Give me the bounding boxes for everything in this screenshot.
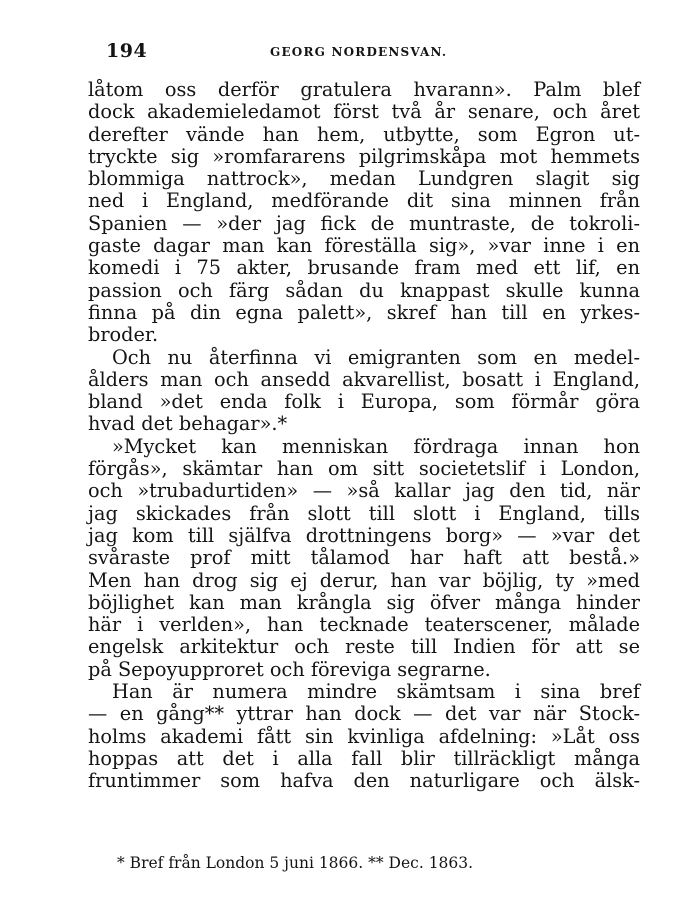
text-line: dock akademieledamot först två år senare, och året [88, 100, 640, 124]
text-line: Han är numera mindre skämtsam i sina bref [112, 680, 640, 704]
text-line: »Mycket kan menniskan fördraga innan hon [112, 434, 640, 458]
text-line: derefter vände han hem, utbytte, som Egron ut- [88, 122, 640, 146]
text-line: hvad det behagar».* [88, 412, 288, 436]
text-line: ned i England, medförande dit sina minnen från [88, 189, 640, 213]
text-line: holms akademi fått sin kvinliga afdelning: »Låt oss [88, 724, 640, 748]
text-line: jag kom till själfva drottningens borg» — »var det [88, 523, 640, 547]
text-line: och »trubadurtiden» — »så kallar jag den tid, när [88, 479, 640, 503]
text-line: finna på din egna palett», skref han till en yrkes- [88, 300, 640, 324]
text-line: blommiga nattrock», medan Lundgren slagit sig [88, 167, 640, 191]
text-line: Spanien — »der jag fick de muntraste, de tokroli- [88, 211, 640, 235]
body-text [88, 79, 640, 793]
text-line: tryckte sig »romfararens pilgrimskåpa mot hemmets [88, 144, 640, 168]
text-line: böjlighet kan man krångla sig öfver många hinder [88, 590, 640, 614]
text-line: bland »det enda folk i Europa, som förmår göra [88, 390, 640, 414]
text-line: här i verlden», han tecknade teaterscener, målade [88, 613, 640, 637]
text-line: broder. [88, 323, 159, 347]
text-line: gaste dagar man kan föreställa sig», »var inne i en [88, 234, 640, 258]
text-line: Men han drog sig ej derur, han var böjlig, ty »med [88, 568, 640, 592]
text-line: komedi i 75 akter, brusande fram med ett lif, en [88, 256, 640, 280]
text-line: fruntimmer som hafva den naturligare och älsk- [88, 769, 640, 793]
text-line: passion och färg sådan du knappast skulle kunna [88, 278, 640, 302]
text-line: förgås», skämtar han om sitt societetslif i London, [88, 457, 640, 481]
text-line: jag skickades från slott till slott i England, tills [88, 501, 640, 525]
page-number: 194 [106, 40, 148, 62]
page-header [106, 40, 626, 68]
text-line: svåraste prof mitt tålamod har haft att bestå.» [88, 546, 640, 570]
text-line: — en gång** yttrar han dock — det var när Stock- [88, 702, 640, 726]
footnotes: * Bref från London 5 juni 1866. ** Dec. 1863. [117, 854, 474, 872]
running-head: GEORG NORDENSVAN. [270, 45, 448, 59]
text-line: engelsk arkitektur och reste till Indien för att se [88, 635, 640, 659]
text-line: låtom oss derför gratulera hvarann». Palm blef [88, 78, 640, 101]
text-line: Och nu återfinna vi emigranten som en medel- [112, 345, 640, 369]
text-line: hoppas att det i alla fall blir tillräckligt många [88, 746, 640, 770]
text-line: ålders man och ansedd akvarellist, bosatt i England, [88, 367, 640, 391]
text-line: på Sepoyupproret och föreviga segrarne. [88, 657, 491, 681]
